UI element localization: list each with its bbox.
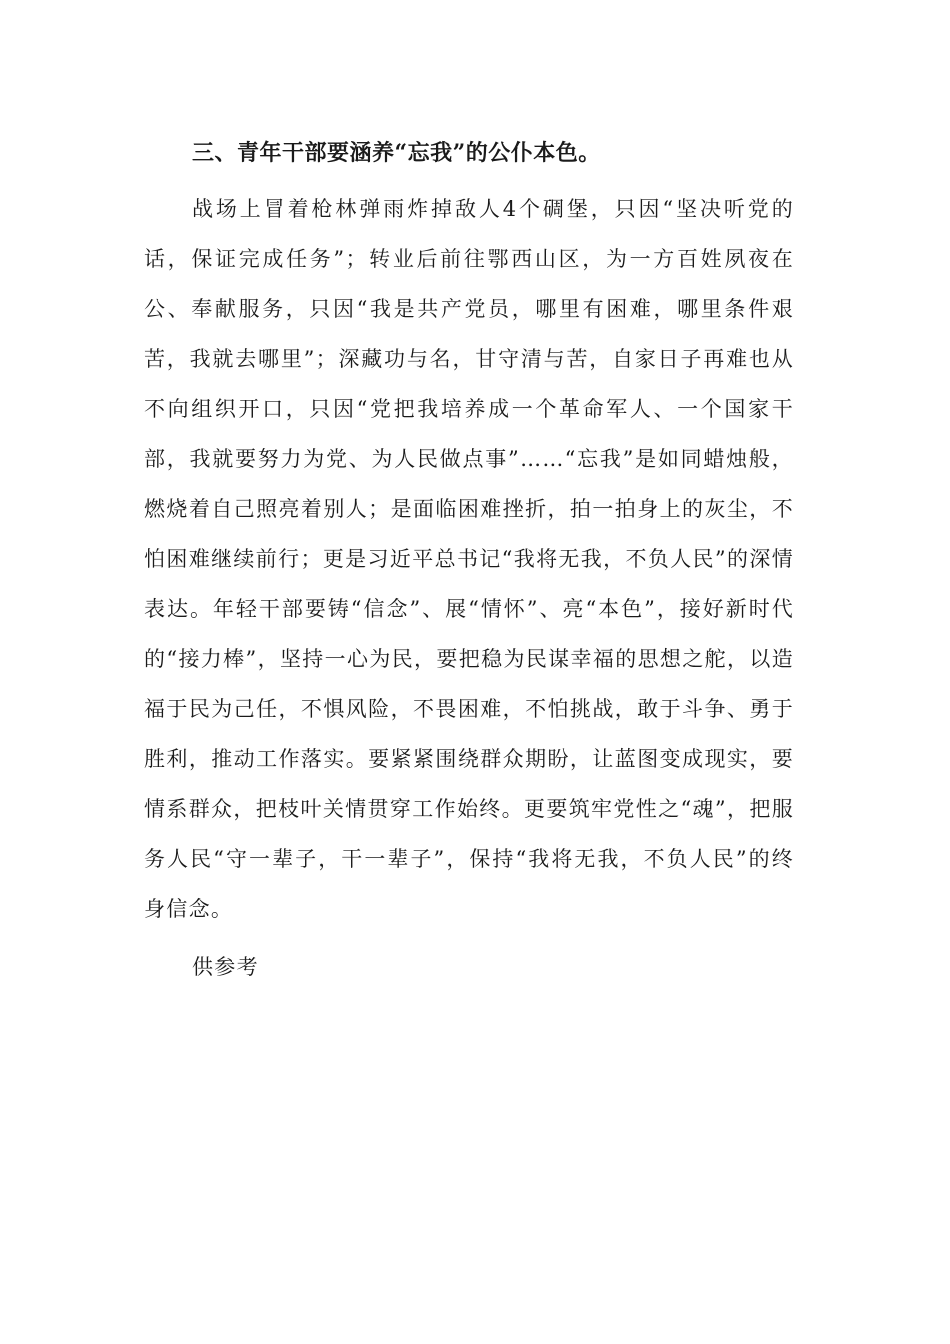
section-heading: 三、青年干部要涵养“忘我”的公仆本色。 <box>192 140 601 166</box>
closing-note: 供参考 <box>192 955 259 979</box>
document-content <box>144 128 794 992</box>
body-paragraph: 战场上冒着枪林弹雨炸掉敌人4个碉堡，只因“坚决听党的话，保证完成任务”；转业后前往鄂西山区，为一方百姓夙夜在公、奉献服务，只因“我是共产党员，哪里有困难，哪里条件艰苦，我就去哪里”；深藏功与名，甘守清与苦，自家日子再难也从不向组织开口，只因“党把我培养成一个革命军人、一个国家干部，我就要努力为党、为人民做点事”……“忘我”是如同蜡烛般，燃烧着自己照亮着别人；是面临困难挫折，拍一拍身上的灰尘，不怕困难继续前行；更是习近平总书记“我将无我，不负人民”的深情表达。年轻干部要铸“信念”、展“情怀”、亮“本色”，接好新时代的“接力棒”，坚持一心为民，要把稳为民谋幸福的思想之舵，以造福于民为己任，不惧风险，不畏困难，不怕挑战，敢于斗争、勇于胜利，推动工作落实。要紧紧围绕群众期盼，让蓝图变成现实，要情系群众，把枝叶关情贯穿工作始终。更要筑牢党性之“魂”，把服务人民“守一辈子，干一辈子”，保持“我将无我，不负人民”的终身信念。 <box>144 197 794 921</box>
